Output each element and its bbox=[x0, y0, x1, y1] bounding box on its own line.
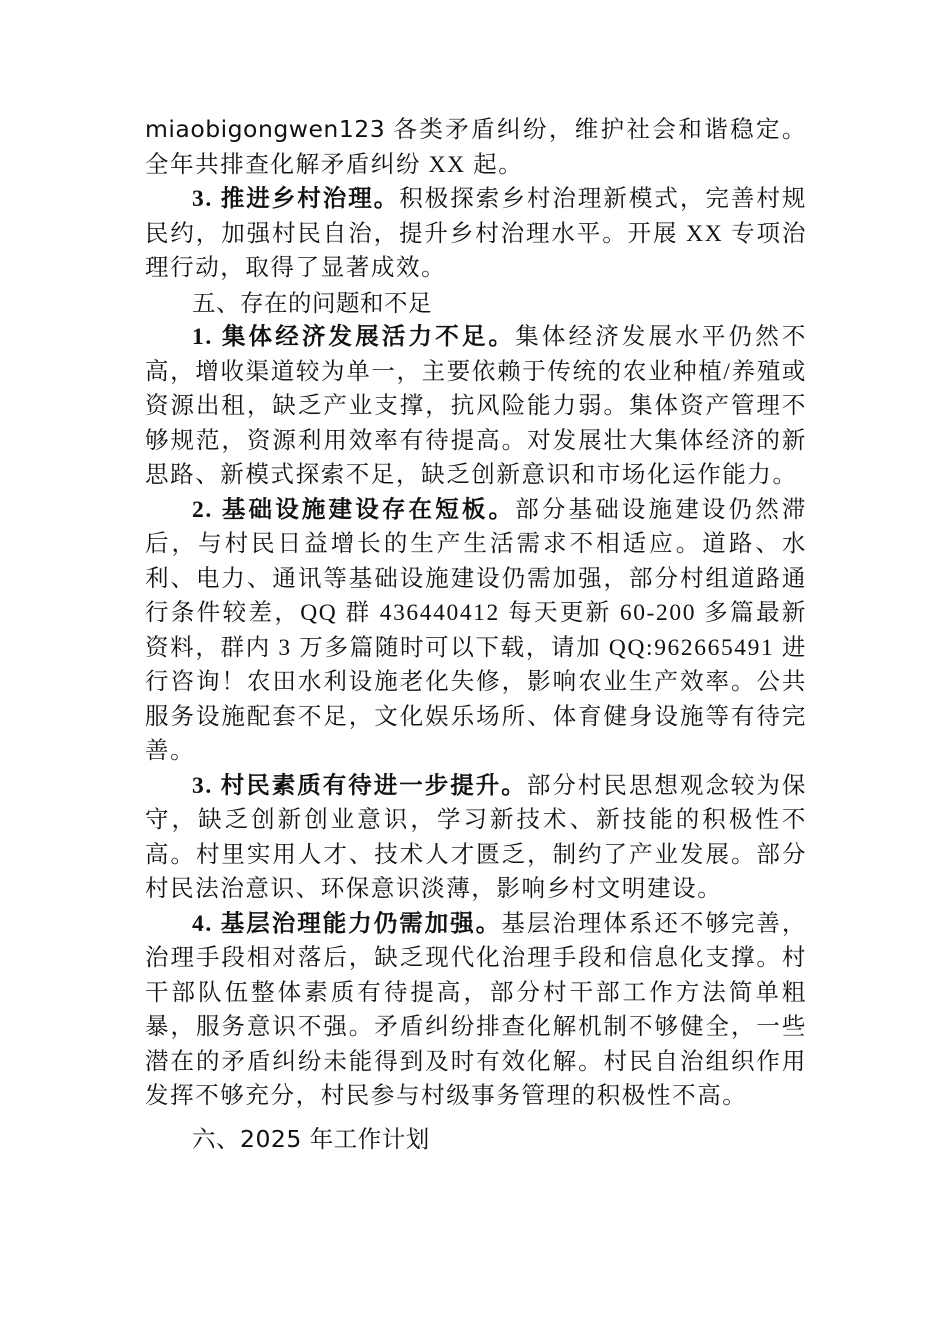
paragraph-lead: 4. 基层治理能力仍需加强。 bbox=[192, 910, 502, 937]
section-heading-work-plan: 六、2025 年工作计划 bbox=[192, 1124, 430, 1153]
section-heading-problems: 五、存在的问题和不足 bbox=[192, 288, 432, 317]
paragraph-grassroots-governance bbox=[145, 907, 807, 1114]
document-page bbox=[145, 112, 807, 1156]
paragraph-collective-economy bbox=[145, 320, 807, 493]
paragraph-lead: 3. 村民素质有待进一步提升。 bbox=[192, 772, 527, 799]
paragraph-villager-quality bbox=[145, 769, 807, 907]
paragraph-text: 部分基础设施建设仍然滞后，与村民日益增长的生产生活需求不相适应。道路、水利、电力、通讯等基础设施建设仍需加强，部分村组道路通行条件较差，QQ 群 436440412 每天更新 60-200 多篇最新资料，群内 3 万多篇随时可以下载，请加 QQ:962665491 进行咨询！农田水利设施老化失修，影响农业生产效率。公共服务设施配套不足，文化娱乐场所、体育健身设施等有待完善。 bbox=[145, 496, 807, 764]
paragraph-lead: 2. 基础设施建设存在短板。 bbox=[192, 496, 516, 523]
paragraph-lead: 1. 集体经济发展活力不足。 bbox=[192, 324, 516, 350]
paragraph-text: 集体经济发展水平仍然不高，增收渠道较为单一，主要依赖于传统的农业种植/养殖或资源出租，缺乏产业支撑，抗风险能力弱。集体资产管理不够规范，资源利用效率有待提高。对发展壮大集体经济的新思路、新模式探索不足，缺乏创新意识和市场化运作能力。 bbox=[145, 324, 807, 488]
paragraph-rural-governance bbox=[145, 182, 807, 286]
paragraph-continued bbox=[145, 112, 807, 182]
paragraph-text: 积极探索乡村治理新模式，完善村规民约，加强村民自治，提升乡村治理水平。开展 XX 专项治理行动，取得了显著成效。 bbox=[145, 186, 808, 281]
paragraph-text: 各类矛盾纠纷，维护社会和谐稳定。全年共排查化解矛盾纠纷 XX 起。 bbox=[145, 117, 807, 178]
paragraph-lead: 3. 推进乡村治理。 bbox=[192, 186, 400, 212]
paragraph-infrastructure bbox=[145, 493, 807, 769]
watermark-text: miaobigongwen123 bbox=[145, 115, 386, 143]
paragraph-text: 部分村民思想观念较为保守，缺乏创新创业意识，学习新技术、新技能的积极性不高。村里实用人才、技术人才匮乏，制约了产业发展。部分村民法治意识、环保意识淡薄，影响乡村文明建设。 bbox=[145, 772, 807, 902]
paragraph-text: 基层治理体系还不够完善，治理手段相对落后，缺乏现代化治理手段和信息化支撑。村干部队伍整体素质有待提高，部分村干部工作方法简单粗暴，服务意识不强。矛盾纠纷排查化解机制不够健全，一些潜在的矛盾纠纷未能得到及时有效化解。村民自治组织作用发挥不够充分，村民参与村级事务管理的积极性不高。 bbox=[145, 910, 808, 1109]
